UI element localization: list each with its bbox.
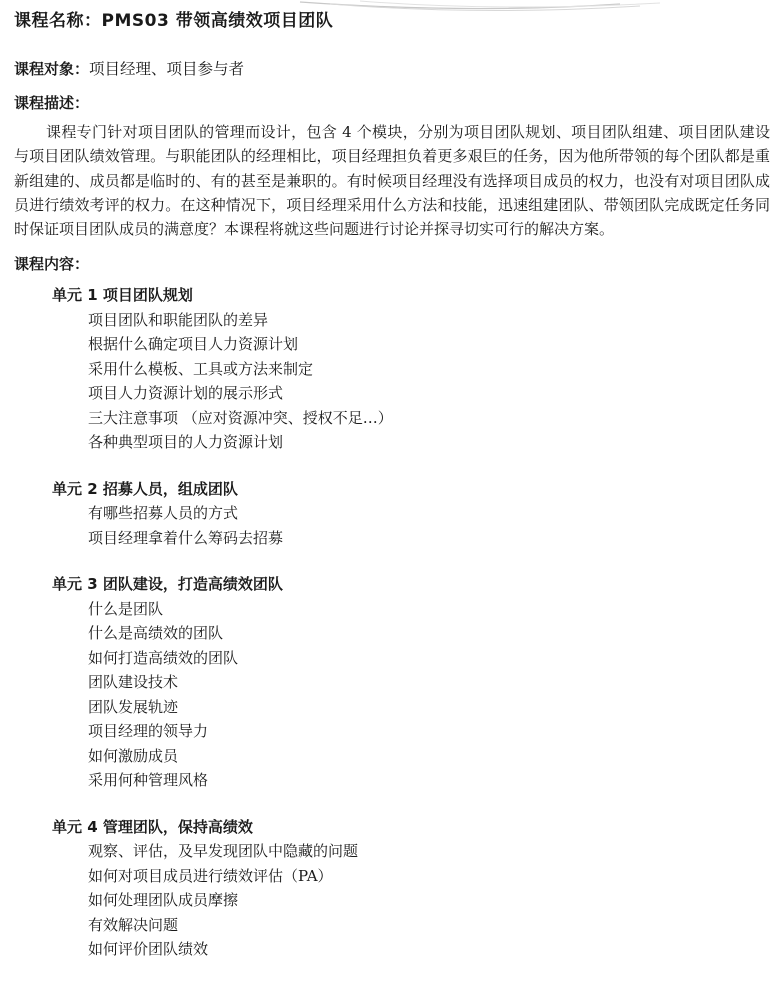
course-title [14,0,770,36]
unit-list [14,283,770,962]
unit-item: 团队发展轨迹 [88,697,179,716]
unit-item: 有效解决问题 [88,915,179,934]
unit-item: 什么是团队 [88,599,164,618]
description-heading: 课程描述： [14,94,90,112]
audience-text: 项目经理、项目参与者 [89,60,245,78]
audience-label: 课程对象： [14,60,90,78]
unit-item: 根据什么确定项目人力资源计划 [88,335,299,354]
unit-item: 如何打造高绩效的团队 [88,648,239,667]
unit-2 [52,477,770,551]
unit-item: 三大注意事项 （应对资源冲突、授权不足…） [88,408,393,427]
unit-title: 单元 3 团队建设，打造高绩效团队 [52,575,283,594]
unit-item: 采用什么模板、工具或方法来制定 [88,359,314,378]
unit-item: 项目团队和职能团队的差异 [88,310,269,329]
course-document [14,0,770,984]
unit-item: 项目人力资源计划的展示形式 [88,384,284,403]
unit-item: 什么是高绩效的团队 [88,624,224,643]
unit-4 [52,815,770,962]
unit-item: 如何评价团队绩效 [88,940,209,959]
course-title-label: 课程名称： [14,11,102,31]
unit-1 [52,283,770,455]
unit-title: 单元 4 管理团队，保持高绩效 [52,817,253,836]
course-title-text: PMS03 带领高绩效项目团队 [101,11,334,31]
unit-title: 单元 1 项目团队规划 [52,286,193,305]
unit-item: 有哪些招募人员的方式 [88,504,239,523]
unit-item: 项目经理的领导力 [88,722,209,741]
unit-3 [52,572,770,793]
unit-title: 单元 2 招募人员，组成团队 [52,479,238,498]
course-audience [14,58,770,80]
unit-item: 如何处理团队成员摩擦 [88,891,239,910]
unit-item: 如何激励成员 [88,746,179,765]
content-heading: 课程内容： [14,255,90,274]
unit-item: 如何对项目成员进行绩效评估（PA） [88,866,333,885]
unit-item: 采用何种管理风格 [88,771,209,790]
unit-item: 各种典型项目的人力资源计划 [88,433,284,452]
description-paragraph: 课程专门针对项目团队的管理而设计，包含 4 个模块，分别为项目团队规划、项目团队组建、项目团队建设与项目团队绩效管理。与职能团队的经理相比，项目经理担负着更多艰巨的任务，因为他所带领的每个团队都是重新组建的、成员都是临时的、有的甚至是兼职的。有时候项目经理没有选择项目成员的权力，也没有对项目团队成员进行绩效考评的权力。在这种情况下，项目经理采用什么方法和技能，迅速组建团队、带领团队完成既定任务同时保证项目团队成员的满意度？本课程将就这些问题进行讨论并探寻切实可行的解决方案。 [14,123,770,239]
unit-item: 观察、评估，及早发现团队中隐藏的问题 [88,842,359,861]
unit-item: 团队建设技术 [88,673,179,692]
unit-item: 项目经理拿着什么筹码去招募 [88,528,284,547]
